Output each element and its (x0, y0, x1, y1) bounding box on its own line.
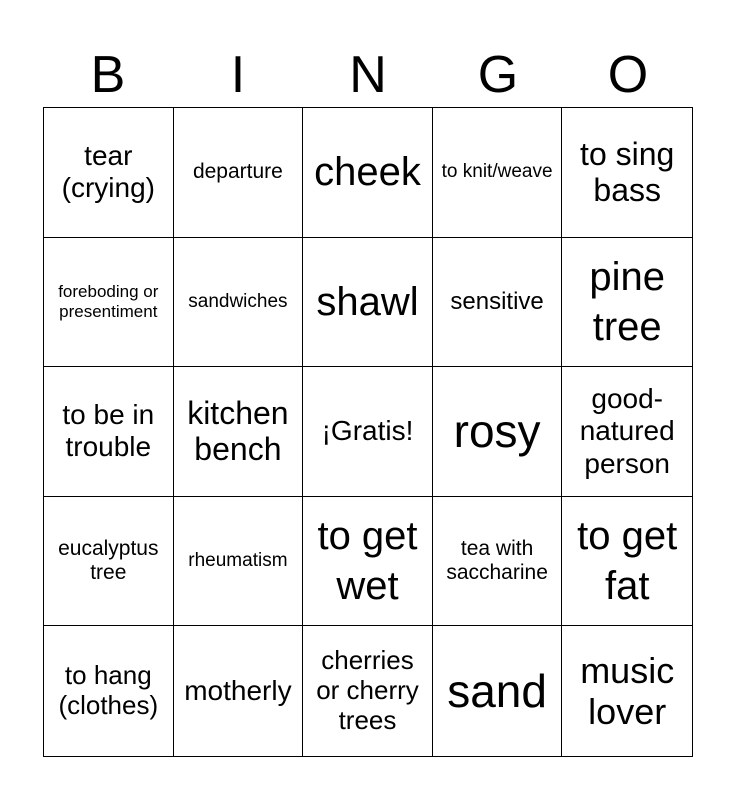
bingo-board (43, 107, 693, 757)
bingo-cell[interactable]: sensitive (433, 238, 563, 368)
bingo-cell[interactable]: to sing bass (562, 108, 692, 238)
bingo-cell[interactable]: cherries or cherry trees (303, 626, 433, 756)
bingo-cell[interactable]: shawl (303, 238, 433, 368)
bingo-cell[interactable]: sand (433, 626, 563, 756)
bingo-cell[interactable]: rheumatism (174, 497, 304, 627)
bingo-cell[interactable]: departure (174, 108, 304, 238)
header-letter-o: O (607, 46, 649, 104)
bingo-cell[interactable]: rosy (433, 367, 563, 497)
bingo-cell[interactable]: music lover (580, 649, 675, 733)
bingo-cell[interactable]: cheek (303, 108, 433, 238)
bingo-cell[interactable]: tea with saccharine (433, 497, 563, 627)
bingo-cell[interactable]: good-natured person (562, 367, 692, 497)
header-letter-b: B (90, 46, 126, 104)
header-letter-n: N (349, 46, 387, 104)
bingo-cell[interactable]: to get wet (303, 497, 433, 627)
bingo-cell[interactable]: pine tree (562, 238, 692, 368)
bingo-cell[interactable]: motherly (174, 626, 304, 756)
bingo-cell[interactable]: tear (crying) (44, 108, 174, 238)
bingo-cell[interactable]: kitchen bench (174, 367, 304, 497)
bingo-cell[interactable]: to get fat (562, 497, 692, 627)
bingo-cell[interactable]: sandwiches (174, 238, 304, 368)
bingo-cell[interactable]: foreboding or presentiment (44, 238, 174, 368)
bingo-header (43, 44, 693, 106)
header-letter-g: G (477, 46, 519, 104)
bingo-cell[interactable]: to be in trouble (44, 367, 174, 497)
header-letter-i: I (230, 46, 246, 104)
bingo-cell[interactable]: to hang (clothes) (44, 626, 174, 756)
bingo-cell[interactable]: eucalyptus tree (44, 497, 174, 627)
bingo-cell[interactable]: ¡Gratis! (303, 367, 433, 497)
bingo-cell[interactable]: to knit/weave (433, 108, 563, 238)
